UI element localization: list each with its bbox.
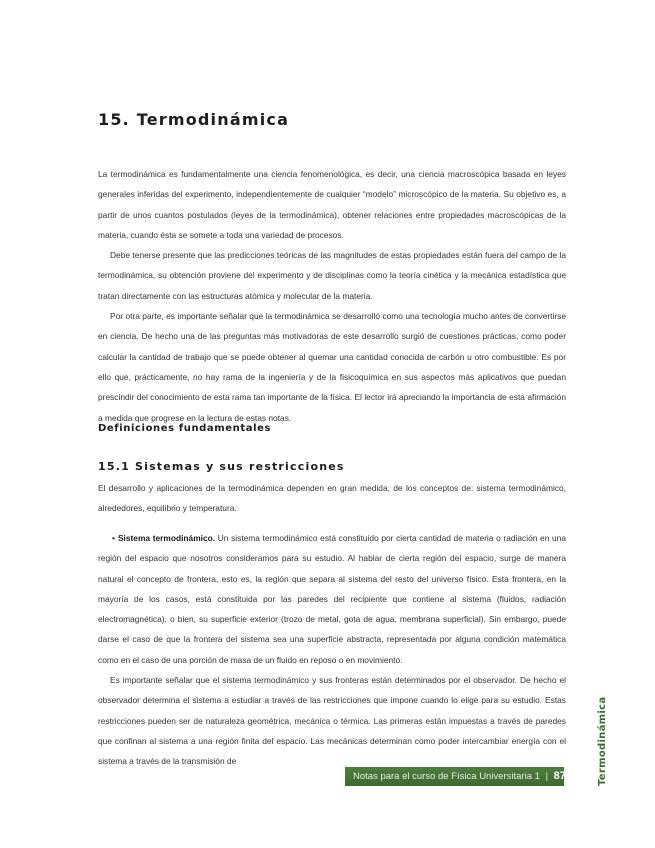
section-heading: Definiciones fundamentales: [98, 423, 272, 434]
intro-paragraph-1: La termodinámica es fundamentalmente una ciencia fenomenológica, es decir, una ciencia macroscópica basada en leyes generales inferidas del experimento, independientemente de cualquier “modelo” microscópico de la materia. Su objetivo es, a partir de unos cuantos postulados (leyes de la termodinámica), obtener relaciones entre propiedades macroscópicas de la materia, cuando ésta se somete a toda una variedad de procesos.: [98, 169, 566, 240]
subsection-lead-paragraph: El desarrollo y aplicaciones de la termodinámica dependen en gran medida, de los conceptos de: sistema termodinámico, alrededores, equilibrio y temperatura.: [98, 483, 566, 514]
page-number: 87: [553, 770, 566, 782]
closing-paragraph: Es importante señalar que el sistema termodinámico y sus fronteras están determinados por el observador. De hecho el observador determina el sistema a estudiar a través de las restricciones que impone cuando lo elige para su estudio. Estas restricciones pueden ser de naturaleza geométrica, mecánica o térmica. Las primeras están impuestas a través de paredes que confinan al sistema a una región finita del espacio. Las mecánicas determinan como poder intercambiar energía con el sistema a través de la transmisión de: [98, 675, 566, 767]
subsection-lead-block: [98, 478, 566, 519]
chapter-title: 15. Termodinámica: [98, 110, 290, 129]
intro-paragraph-2: Debe tenerse presente que las predicciones teóricas de las magnitudes de estas propiedades están fuera del campo de la termodinámica, su obtención proviene del experimento y de disciplinas como la teoría cinética y la mecánica estadística que tratan directamente con las estructuras atómica y molecular de la materia.: [98, 250, 566, 301]
side-tab-label: Termodinámica: [597, 696, 608, 786]
bullet-icon: •: [112, 533, 115, 543]
intro-paragraph-3: Por otra parte, es importante señalar que la termodinámica se desarrolló como una tecnología mucho antes de convertirse en ciencia. De hecho una de las preguntas más motivadoras de este desarrollo surgió de cuestiones prácticas, como poder calcular la cantidad de trabajo que se puede obtener al quemar una cantidad conocida de carbón u otro combustible. Es por ello que, prácticamente, no hay rama de la ingeniería y de la fisicoquímica en sus aspectos más aplicativos que puedan prescindir del conocimiento de esta rama tan importante de la física. El lector irá apreciando la importancia de esta afirmación a medida que progrese en la lectura de estas notas.: [98, 311, 566, 423]
footer-bar: [345, 767, 564, 786]
footer-text: Notas para el curso de Física Universitaria 1: [353, 771, 540, 782]
footer-separator: |: [545, 771, 549, 782]
intro-section: [98, 164, 566, 428]
bullet-term: Sistema termodinámico.: [117, 533, 216, 543]
bullet-paragraph: [98, 528, 566, 670]
definition-block: [98, 528, 566, 772]
subsection-heading: 15.1 Sistemas y sus restricciones: [98, 460, 345, 473]
bullet-text: Un sistema termodinámico está constituido por cierta cantidad de materia o radiación en una región del espacio que nosotros consideramos para su estudio. Al hablar de cierta región del espacio, surge de manera natural el concepto de frontera, esto es, la región que separa al sistema del resto del universo físico. Esta frontera, en la mayoría de los casos, está constituida por las paredes del recipiente que contiene al sistema (fluidos, radiación electromagnética), o bien, su superficie exterior (trozo de metal, gota de agua, membrana superficial). Sin embargo, puede darse el caso de que la frontera del sistema sea una superficie abstracta, representada por alguna condición matemática como en el caso de una porción de masa de un fluido en reposo o en movimiento.: [98, 533, 566, 665]
